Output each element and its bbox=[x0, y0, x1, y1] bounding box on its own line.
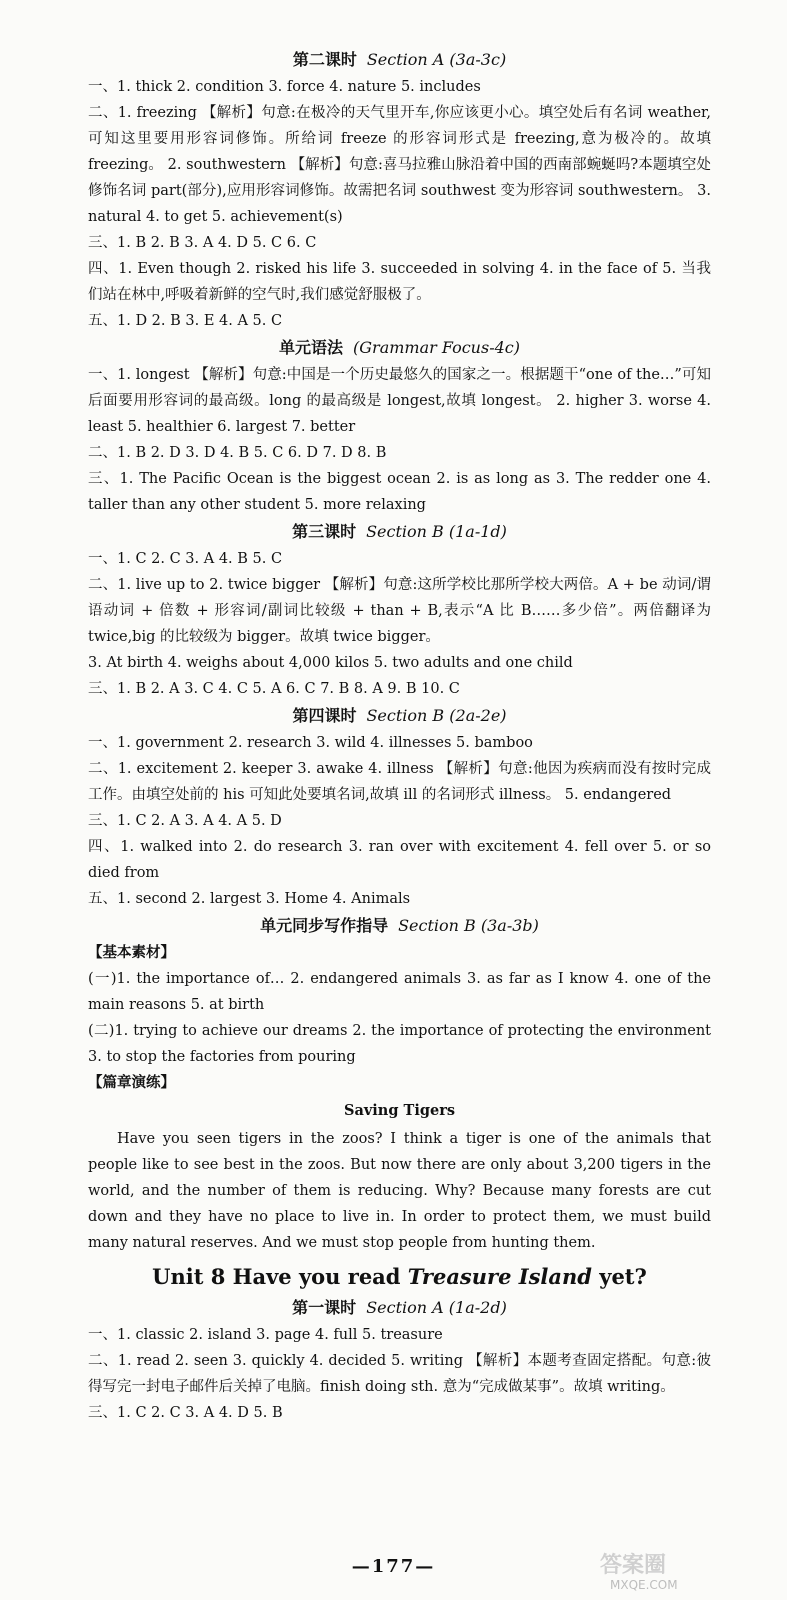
answer-line: 二、1. B 2. D 3. D 4. B 5. C 6. D 7. D 8. B bbox=[88, 445, 387, 461]
unit-title bbox=[88, 1260, 711, 1294]
essay-title: Saving Tigers bbox=[344, 1102, 455, 1119]
unit-suffix: yet? bbox=[591, 1264, 647, 1289]
answer-line: 五、1. second 2. largest 3. Home 4. Animals bbox=[88, 891, 411, 907]
unit-prefix: Unit 8 Have you read bbox=[152, 1264, 408, 1289]
answer-content bbox=[88, 46, 711, 1426]
heading-section: Section A (3a-3c) bbox=[366, 50, 507, 69]
answer-line: 3. At birth 4. weighs about 4,000 kilos 5. two adults and one child bbox=[88, 655, 573, 671]
heading-section: Section B (2a-2e) bbox=[366, 706, 507, 725]
answer-line: 四、1. walked into 2. do research 3. ran over with excitement 4. fell over 5. or so died from bbox=[88, 839, 711, 881]
heading-cn: 第四课时 bbox=[292, 706, 357, 725]
heading-cn: 第一课时 bbox=[292, 1298, 357, 1317]
unit-book: Treasure Island bbox=[407, 1264, 592, 1289]
answer-line: 五、1. D 2. B 3. E 4. A 5. C bbox=[88, 313, 283, 329]
answer-line: 一、1. classic 2. island 3. page 4. full 5. treasure bbox=[88, 1327, 443, 1343]
answer-line: 二、1. live up to 2. twice bigger 【解析】句意:这所学校比那所学校大两倍。A + be 动词/谓语动词 + 倍数 + 形容词/副词比较级 + than + B,表示“A 比 B……多少倍”。两倍翻译为 twice,big 的比较级为 bigger。故填 twice bigger。 bbox=[88, 577, 711, 645]
heading-cn: 单元同步写作指导 bbox=[260, 916, 389, 935]
section-heading bbox=[88, 1294, 711, 1322]
heading-section: Section A (1a-2d) bbox=[366, 1298, 507, 1317]
answer-line: 一、1. thick 2. condition 3. force 4. nature 5. includes bbox=[88, 79, 481, 95]
answer-line: 一、1. longest 【解析】句意:中国是一个历史最悠久的国家之一。根据题干“one of the…”可知后面要用形容词的最高级。long 的最高级是 longest,故填 longest。 2. higher 3. worse 4. least 5. healthier 6. largest 7. better bbox=[88, 367, 711, 435]
material-label: 【基本素材】 bbox=[88, 944, 175, 961]
answer-line: 三、1. The Pacific Ocean is the biggest ocean 2. is as long as 3. The redder one 4. taller than any other student 5. more relaxing bbox=[88, 471, 711, 513]
heading-section: Section B (1a-1d) bbox=[366, 522, 507, 541]
answer-line: 二、1. freezing 【解析】句意:在极冷的天气里开车,你应该更小心。填空处后有名词 weather,可知这里要用形容词修饰。所给词 freeze 的形容词形式是 freezing,意为极冷的。故填 freezing。 2. southwestern 【解析】句意:喜马拉雅山脉沿着中国的西南部蜿蜒吗?本题填空处修饰名词 part(部分),应用形容词修饰。故需把名词 southwest 变为形容词 southwestern。 3. natural 4. to get 5. achievement(s) bbox=[88, 105, 711, 225]
answer-line: 三、1. B 2. A 3. C 4. C 5. A 6. C 7. B 8. A 9. B 10. C bbox=[88, 681, 460, 697]
answer-line: 三、1. C 2. C 3. A 4. D 5. B bbox=[88, 1405, 283, 1421]
section-heading bbox=[88, 912, 711, 940]
heading-cn: 单元语法 bbox=[279, 338, 344, 357]
heading-cn: 第三课时 bbox=[292, 522, 357, 541]
heading-section: Section B (3a-3b) bbox=[398, 916, 539, 935]
answer-line: (一)1. the importance of… 2. endangered animals 3. as far as I know 4. one of the main reasons 5. at birth bbox=[88, 971, 711, 1013]
answer-line: 一、1. C 2. C 3. A 4. B 5. C bbox=[88, 551, 283, 567]
answer-line: 三、1. B 2. B 3. A 4. D 5. C 6. C bbox=[88, 235, 317, 251]
practice-label: 【篇章演练】 bbox=[88, 1074, 175, 1091]
section-heading bbox=[88, 46, 711, 74]
section-heading bbox=[88, 518, 711, 546]
heading-cn: 第二课时 bbox=[292, 50, 357, 69]
page-number: —177— bbox=[351, 1556, 436, 1577]
answer-line: (二)1. trying to achieve our dreams 2. the importance of protecting the environment 3. to stop the factories from pouring bbox=[88, 1023, 711, 1065]
answer-line: 三、1. C 2. A 3. A 4. A 5. D bbox=[88, 813, 282, 829]
answer-line: 二、1. excitement 2. keeper 3. awake 4. illness 【解析】句意:他因为疾病而没有按时完成工作。由填空处前的 his 可知此处要填名词,故填 ill 的名词形式 illness。 5. endangered bbox=[88, 761, 711, 803]
section-heading bbox=[88, 702, 711, 730]
answer-line: 一、1. government 2. research 3. wild 4. illnesses 5. bamboo bbox=[88, 735, 533, 751]
answer-line: 二、1. read 2. seen 3. quickly 4. decided 5. writing 【解析】本题考查固定搭配。句意:彼得写完一封电子邮件后关掉了电脑。finish doing sth. 意为“完成做某事”。故填 writing。 bbox=[88, 1353, 711, 1395]
answer-line: 四、1. Even though 2. risked his life 3. succeeded in solving 4. in the face of 5. 当我们站在林中,呼吸着新鲜的空气时,我们感觉舒服极了。 bbox=[88, 261, 711, 303]
section-heading bbox=[88, 334, 711, 362]
watermark-url: MXQE.COM bbox=[610, 1578, 678, 1592]
heading-section: (Grammar Focus-4c) bbox=[353, 338, 520, 357]
watermark-logo: 答案圈 bbox=[600, 1553, 667, 1578]
essay-body: Have you seen tigers in the zoos? I think a tiger is one of the animals that people like to see best in the zoos. But now there are only about 3,200 tigers in the world, and the number of them is reducing. Why? Because many forests are cut down and they have no place to live in. In order to protect them, we must build many natural reserves. And we must stop people from hunting them. bbox=[88, 1131, 711, 1251]
